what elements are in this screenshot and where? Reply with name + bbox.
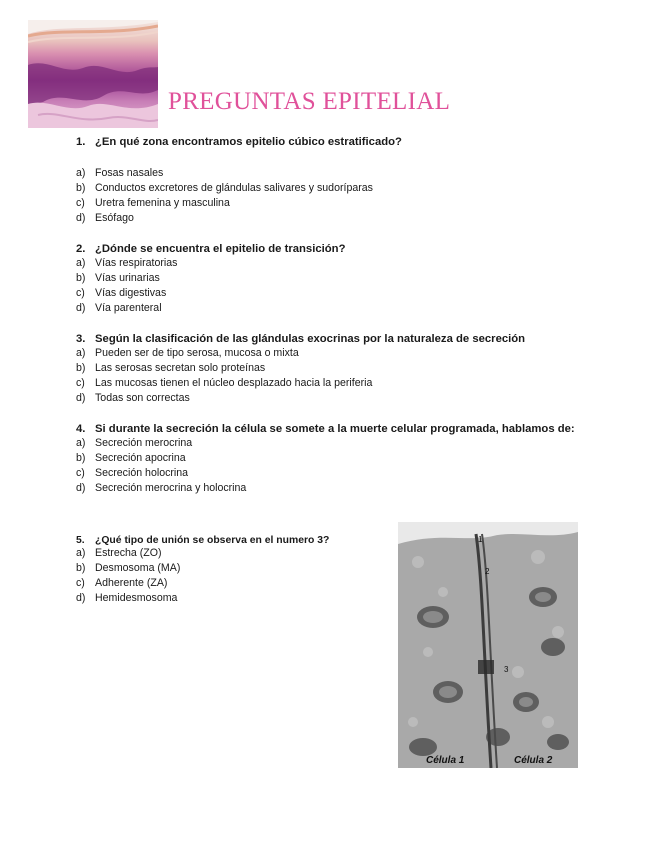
option-text: Fosas nasales: [95, 167, 164, 179]
option-a: [76, 346, 525, 361]
option-letter: b): [76, 272, 86, 284]
option-letter: b): [76, 182, 86, 194]
option-d: [76, 591, 329, 606]
question-4-title: [76, 423, 575, 435]
option-letter: c): [76, 377, 85, 389]
option-text: Las mucosas tienen el núcleo desplazado hacia la periferia: [95, 377, 373, 389]
question-number: 1.: [76, 136, 86, 148]
question-text: Según la clasificación de las glándulas exocrinas por la naturaleza de secreción: [95, 333, 526, 345]
option-b: [76, 271, 345, 286]
option-c: [76, 286, 345, 301]
question-text: ¿Dónde se encuentra el epitelio de transición?: [95, 243, 346, 255]
option-c: [76, 196, 402, 211]
question-5-title: [76, 535, 329, 546]
option-a: [76, 436, 575, 451]
options-list: [76, 546, 329, 606]
option-d: [76, 301, 345, 316]
option-text: Secreción merocrina y holocrina: [95, 482, 247, 494]
epithelium-histology-image: [28, 20, 158, 128]
option-text: Esófago: [95, 212, 134, 224]
option-letter: c): [76, 577, 85, 589]
option-text: Secreción holocrina: [95, 467, 189, 479]
option-d: [76, 481, 575, 496]
question-3-title: [76, 333, 525, 345]
electron-micrograph: [398, 522, 578, 768]
option-letter: c): [76, 467, 85, 479]
micro-label-2: 2: [485, 567, 490, 576]
option-text: Todas son correctas: [95, 392, 190, 404]
question-5: [76, 535, 329, 606]
option-a: [76, 166, 402, 181]
option-b: [76, 181, 402, 196]
option-text: Vías digestivas: [95, 287, 167, 299]
cell-2-label: Célula 2: [514, 755, 553, 766]
option-letter: b): [76, 362, 86, 374]
option-b: [76, 361, 525, 376]
option-text: Las serosas secretan solo proteínas: [95, 362, 266, 374]
option-letter: a): [76, 437, 86, 449]
micro-label-1: 1: [478, 535, 483, 544]
question-4: [76, 423, 575, 496]
question-text: ¿En qué zona encontramos epitelio cúbico estratificado?: [95, 136, 402, 148]
question-number: 2.: [76, 243, 86, 255]
question-text: Si durante la secreción la célula se somete a la muerte celular programada, hablamos de:: [95, 423, 575, 435]
option-text: Conductos excretores de glándulas salivares y sudoríparas: [95, 182, 373, 194]
option-letter: d): [76, 482, 86, 494]
option-d: [76, 211, 402, 226]
option-letter: a): [76, 347, 86, 359]
option-letter: a): [76, 547, 86, 559]
question-2: [76, 243, 345, 316]
option-a: [76, 546, 329, 561]
cell-1-label: Célula 1: [426, 755, 465, 766]
option-c: [76, 376, 525, 391]
question-3: [76, 333, 525, 406]
option-text: Estrecha (ZO): [95, 547, 162, 559]
option-text: Pueden ser de tipo serosa, mucosa o mixta: [95, 347, 299, 359]
option-letter: d): [76, 212, 86, 224]
option-letter: d): [76, 392, 86, 404]
option-letter: b): [76, 452, 86, 464]
option-b: [76, 451, 575, 466]
option-letter: b): [76, 562, 86, 574]
option-text: Hemidesmosoma: [95, 592, 178, 604]
question-number: 4.: [76, 423, 86, 435]
option-d: [76, 391, 525, 406]
question-number: 5.: [76, 535, 85, 546]
options-list: [76, 346, 525, 406]
page-title: PREGUNTAS EPITELIAL: [168, 88, 451, 115]
options-list: [76, 256, 345, 316]
option-b: [76, 561, 329, 576]
option-c: [76, 466, 575, 481]
option-text: Adherente (ZA): [95, 577, 168, 589]
question-1-title: [76, 136, 402, 148]
option-text: Secreción apocrina: [95, 452, 186, 464]
option-letter: c): [76, 287, 85, 299]
question-1: [76, 136, 402, 226]
option-text: Desmosoma (MA): [95, 562, 181, 574]
option-letter: d): [76, 592, 86, 604]
question-text: ¿Qué tipo de unión se observa en el numero 3?: [95, 535, 330, 546]
option-letter: a): [76, 167, 86, 179]
option-text: Secreción merocrina: [95, 437, 193, 449]
question-number: 3.: [76, 333, 86, 345]
option-a: [76, 256, 345, 271]
options-list: [76, 436, 575, 496]
option-text: Vías respiratorias: [95, 257, 178, 269]
option-text: Vía parenteral: [95, 302, 162, 314]
option-text: Vías urinarias: [95, 272, 160, 284]
micro-label-3: 3: [504, 665, 509, 674]
question-2-title: [76, 243, 345, 255]
option-text: Uretra femenina y masculina: [95, 197, 230, 209]
option-letter: a): [76, 257, 86, 269]
option-c: [76, 576, 329, 591]
options-list: [76, 166, 402, 226]
option-letter: c): [76, 197, 85, 209]
option-letter: d): [76, 302, 86, 314]
